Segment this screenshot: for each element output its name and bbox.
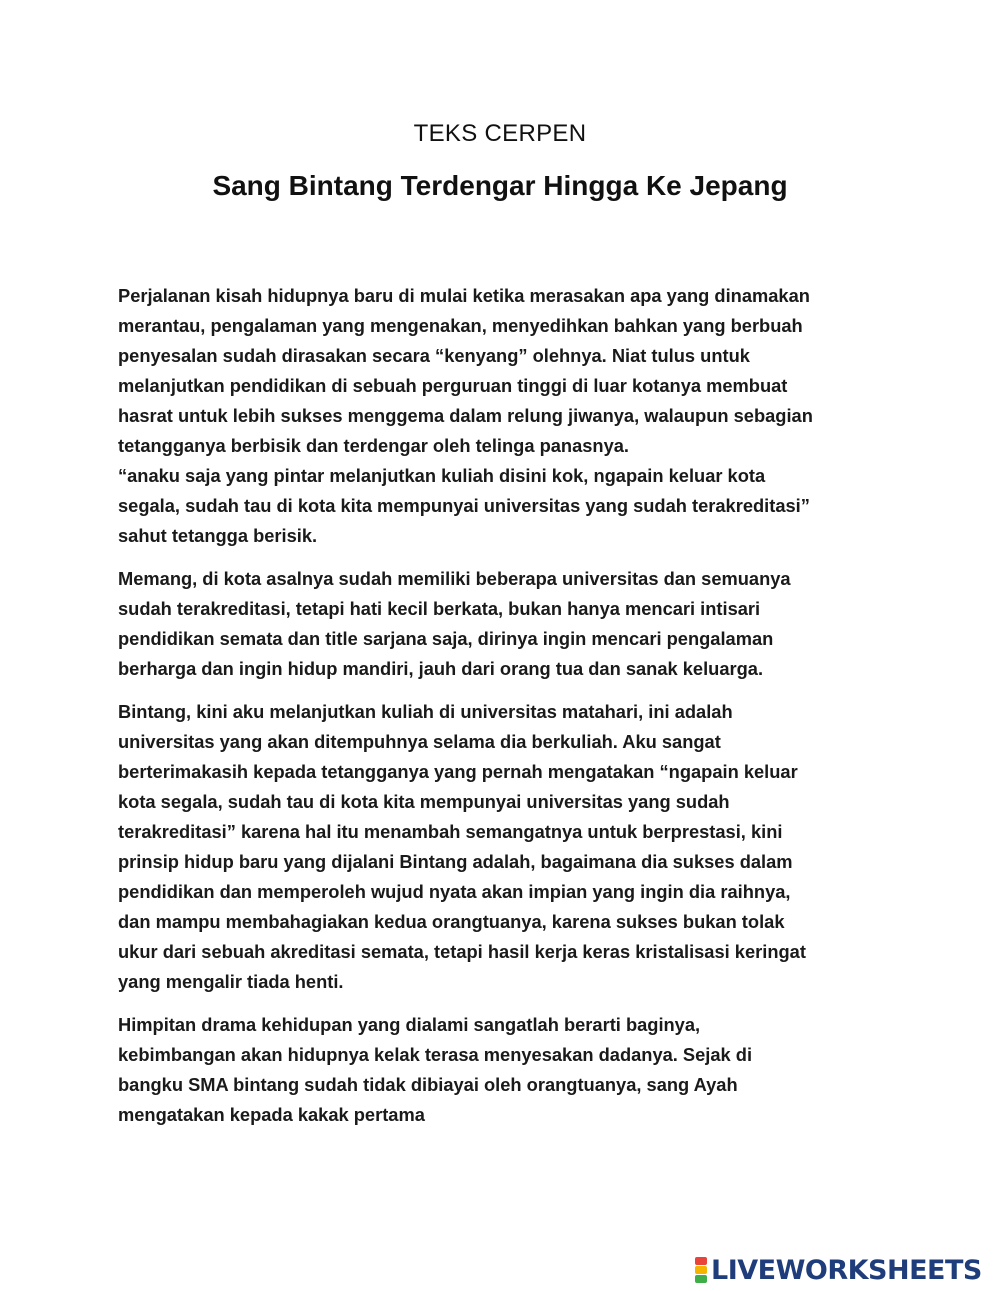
text-line: Memang, di kota asalnya sudah memiliki beberapa universitas dan semuanya: [118, 568, 791, 589]
text-line: prinsip hidup baru yang dijalani Bintang adalah, bagaimana dia sukses dalam: [118, 851, 793, 872]
text-line: penyesalan sudah dirasakan secara “kenyang” olehnya. Niat tulus untuk: [118, 345, 750, 366]
logo-block-v: [695, 1275, 707, 1283]
text-line: dan mampu membahagiakan kedua orangtuanya, karena sukses bukan tolak: [118, 911, 785, 932]
logo-block-l: [695, 1257, 707, 1265]
paragraph-2: [118, 564, 888, 684]
text-line: Himpitan drama kehidupan yang dialami sangatlah berarti baginya,: [118, 1014, 701, 1035]
text-line: pendidikan semata dan title sarjana saja, dirinya ingin mencari pengalaman: [118, 628, 774, 649]
text-line: ukur dari sebuah akreditasi semata, tetapi hasil kerja keras kristalisasi keringat: [118, 941, 806, 962]
text-line: “anaku saja yang pintar melanjutkan kuliah disini kok, ngapain keluar kota: [118, 465, 766, 486]
text-line: kota segala, sudah tau di kota kita mempunyai universitas yang sudah: [118, 791, 730, 812]
paragraph-1: [118, 281, 888, 551]
paragraph-3: [118, 697, 888, 997]
story-title: Sang Bintang Terdengar Hingga Ke Jepang: [212, 170, 788, 201]
liveworksheets-logo[interactable]: [695, 1253, 982, 1287]
text-line: mengatakan kepada kakak pertama: [118, 1104, 425, 1125]
text-line: sudah terakreditasi, tetapi hati kecil berkata, bukan hanya mencari intisari: [118, 598, 761, 619]
text-line: kebimbangan akan hidupnya kelak terasa menyesakan dadanya. Sejak di: [118, 1044, 753, 1065]
text-line: universitas yang akan ditempuhnya selama dia berkuliah. Aku sangat: [118, 731, 721, 752]
text-line: terakreditasi” karena hal itu menambah semangatnya untuk berprestasi, kini: [118, 821, 783, 842]
text-line: tetangganya berbisik dan terdengar oleh telinga panasnya.: [118, 435, 629, 456]
text-line: merantau, pengalaman yang mengenakan, menyedihkan bahkan yang berbuah: [118, 315, 803, 336]
text-line: pendidikan dan memperoleh wujud nyata akan impian yang ingin dia raihnya,: [118, 881, 791, 902]
text-line: melanjutkan pendidikan di sebuah perguruan tinggi di luar kotanya membuat: [118, 375, 788, 396]
story-body: [118, 281, 888, 1143]
logo-mark-icon: [695, 1257, 707, 1283]
text-line: berharga dan ingin hidup mandiri, jauh dari orang tua dan sanak keluarga.: [118, 658, 764, 679]
text-line: sahut tetangga berisik.: [118, 525, 318, 546]
document-type-heading: TEKS CERPEN: [413, 120, 587, 147]
text-line: segala, sudah tau di kota kita mempunyai universitas yang sudah terakreditasi”: [118, 495, 810, 516]
paragraph-4: [118, 1010, 888, 1130]
logo-block-i: [695, 1266, 707, 1274]
text-line: Bintang, kini aku melanjutkan kuliah di universitas matahari, ini adalah: [118, 701, 733, 722]
text-line: hasrat untuk lebih sukses menggema dalam relung jiwanya, walaupun sebagian: [118, 405, 813, 426]
text-line: bangku SMA bintang sudah tidak dibiayai oleh orangtuanya, sang Ayah: [118, 1074, 738, 1095]
text-line: Perjalanan kisah hidupnya baru di mulai ketika merasakan apa yang dinamakan: [118, 285, 810, 306]
text-line: berterimakasih kepada tetangganya yang pernah mengatakan “ngapain keluar: [118, 761, 798, 782]
logo-text: LIVEWORKSHEETS: [711, 1254, 982, 1286]
text-line: yang mengalir tiada henti.: [118, 971, 344, 992]
